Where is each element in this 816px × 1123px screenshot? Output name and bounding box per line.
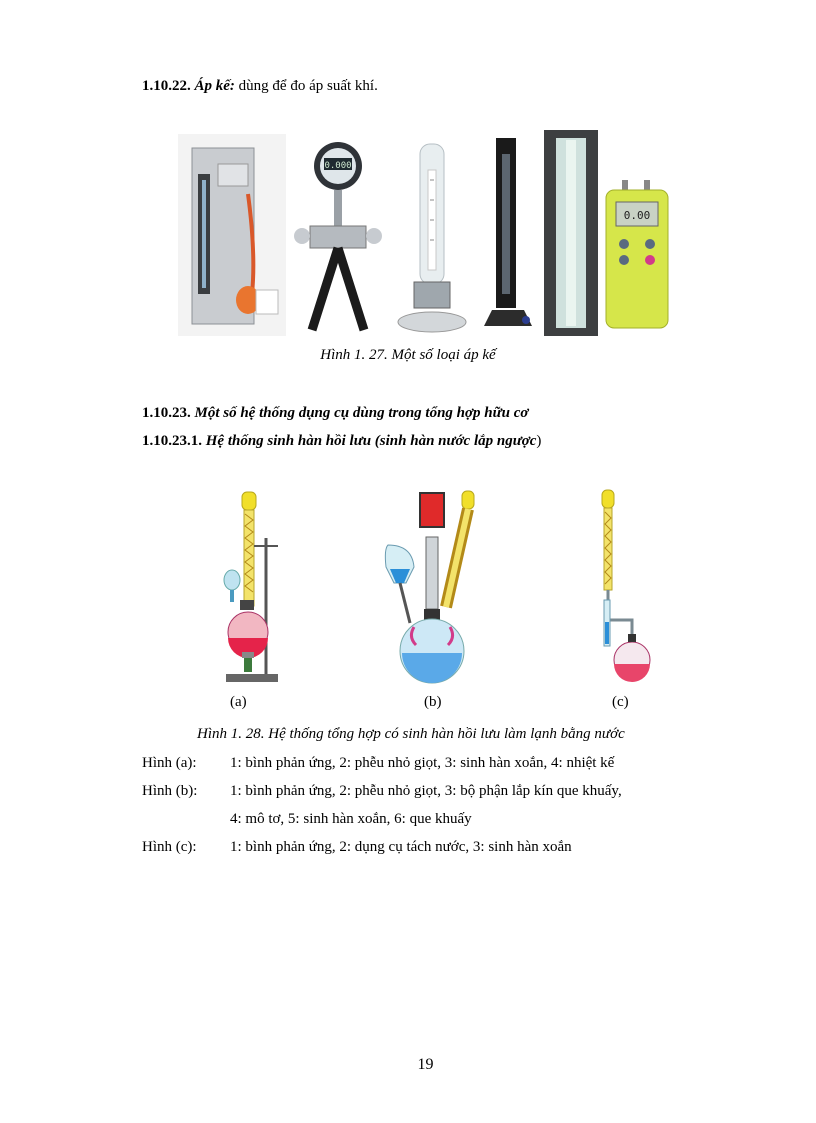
inclined-manometer-image [478, 134, 538, 330]
page-number: 19 [417, 1056, 434, 1073]
legend-c-text: 1: bình phản ứng, 2: dụng cụ tách nước, 3: sinh hàn xoắn [230, 839, 572, 855]
reflux-apparatus-c-image [588, 488, 652, 686]
glass-manometer-image [392, 140, 472, 336]
legend-b-text-line-1: 1: bình phản ứng, 2: phễu nhỏ giọt, 3: bộ phận lắp kín que khuấy, [230, 783, 622, 799]
legend-b-text-line-2: 4: mô tơ, 5: sinh hàn xoắn, 6: que khuấy [230, 811, 472, 827]
manometers-figure [178, 130, 673, 338]
section-title: Hệ thống sinh hàn hồi lưu (sinh hàn nước lắp ngược [205, 433, 537, 449]
handheld-display-reading: 0.00 [623, 209, 651, 222]
closing-parenthesis: ) [536, 433, 542, 449]
figure-2-label-a: (a) [230, 694, 247, 710]
heading-1-10-23-1 [142, 433, 541, 450]
section-number: 1.10.23.1. [142, 433, 202, 449]
tall-tube-manometer-image [544, 130, 598, 336]
reflux-apparatus-b-image [370, 487, 498, 687]
legend-a-key: Hình (a): [142, 755, 197, 771]
heading-1-10-23 [142, 405, 528, 422]
digital-gauge-pump-image [292, 140, 382, 336]
section-term: Áp kế: [194, 78, 235, 94]
reflux-apparatus-a-image [196, 488, 288, 688]
digital-display-reading: 0.000 [324, 161, 352, 171]
figure-2-label-b: (b) [424, 694, 442, 710]
section-number: 1.10.22. [142, 78, 191, 94]
heading-1-10-22 [142, 78, 378, 95]
figure-2-caption: Hình 1. 28. Hệ thống tổng hợp có sinh hàn hồi lưu làm lạnh bằng nước [197, 726, 625, 742]
handheld-manometer-image [602, 180, 672, 330]
wall-manometer-image [178, 134, 286, 336]
legend-c-key: Hình (c): [142, 839, 197, 855]
section-description: dùng để đo áp suất khí. [234, 78, 378, 94]
section-number: 1.10.23. [142, 405, 191, 421]
section-title: Một số hệ thống dụng cụ dùng trong tổng hợp hữu cơ [194, 405, 529, 421]
figure-2-label-c: (c) [612, 694, 629, 710]
figure-1-caption: Hình 1. 27. Một số loại áp kế [320, 347, 496, 363]
legend-b-key: Hình (b): [142, 783, 198, 799]
legend-a-text: 1: bình phản ứng, 2: phễu nhỏ giọt, 3: sinh hàn xoắn, 4: nhiệt kế [230, 755, 615, 771]
